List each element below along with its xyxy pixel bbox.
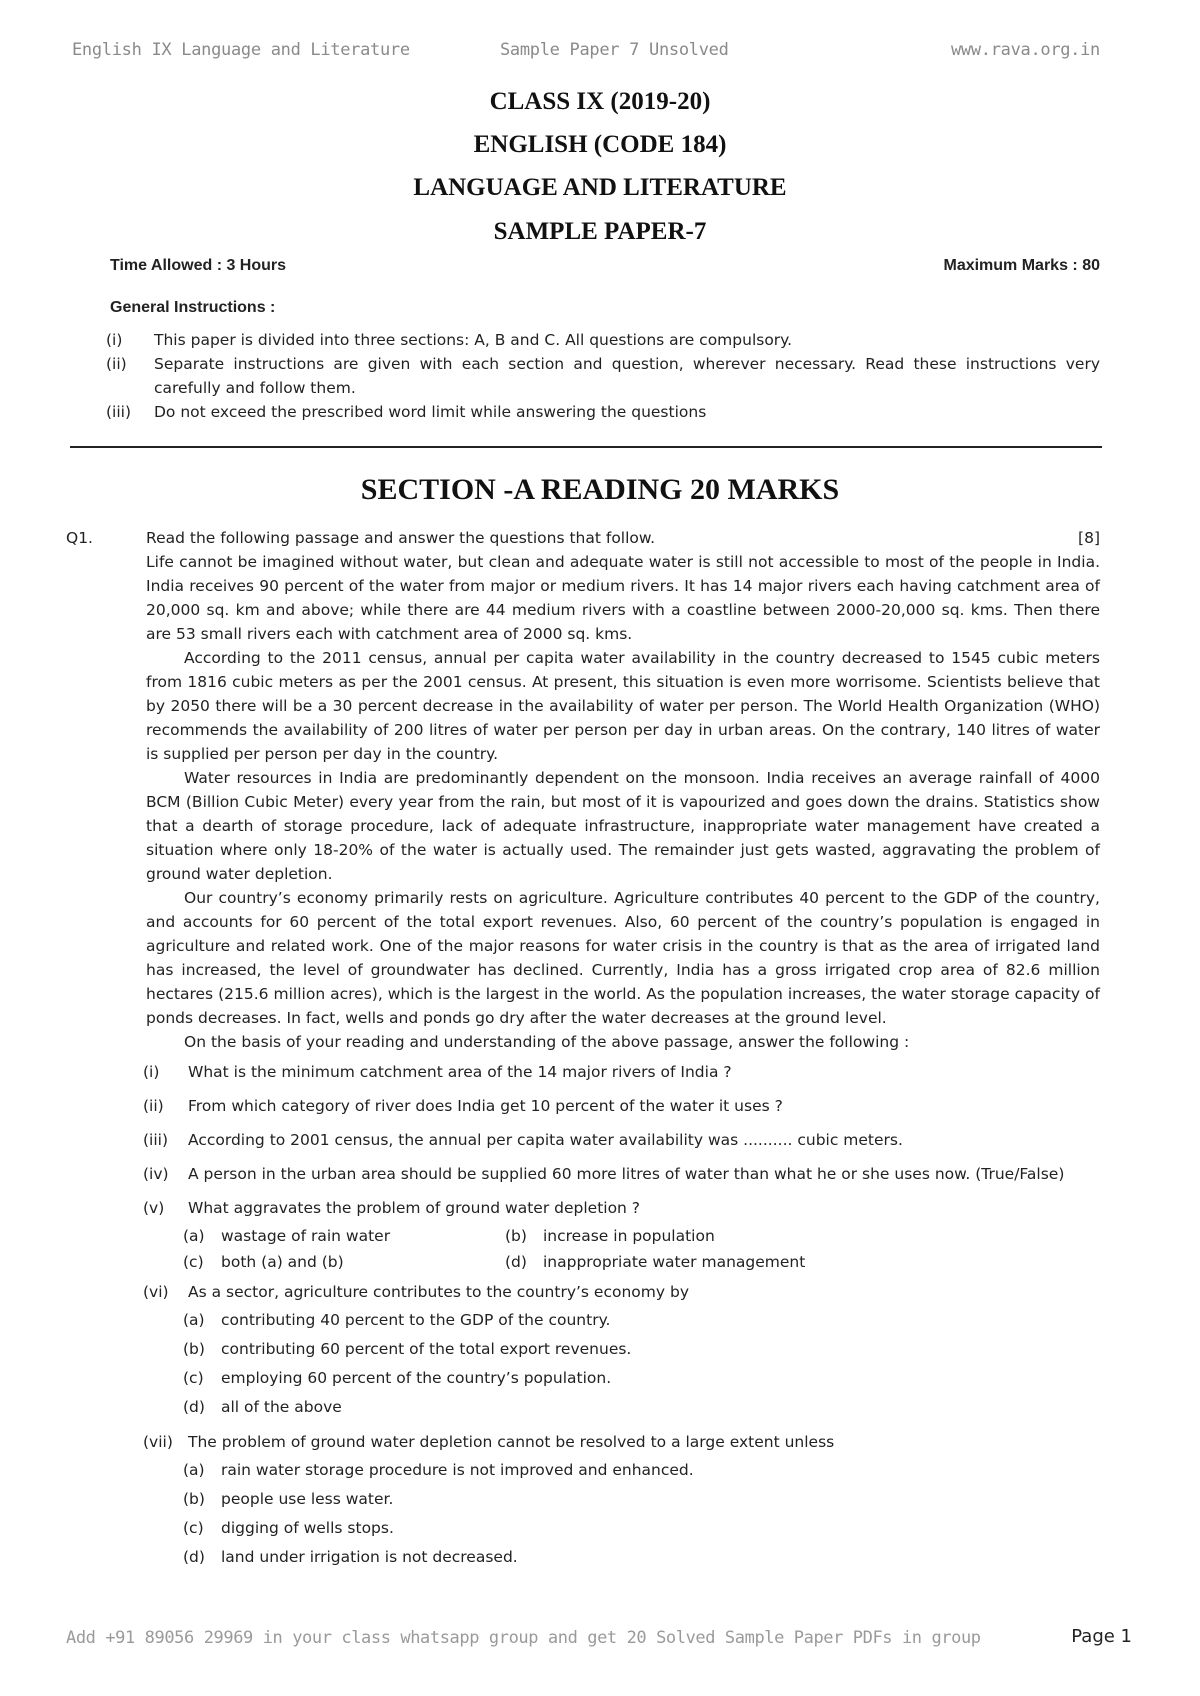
maximum-marks: Maximum Marks : 80 [943, 257, 1100, 274]
instruction-item [106, 328, 1100, 352]
passage-paragraph: Our country’s economy primarily rests on agriculture. Agriculture contributes 40 percent to the GDP of the country, and accounts for 60 percent of the total export revenues. Also, 60 percent of the country’s population is engaged in agriculture and related work. One of the major reasons for water crisis in the country is that as the area of irrigated land has increased, the level of groundwater has declined. Currently, India has a gross irrigated crop area of 82.6 million hectares (215.6 million acres), which is the largest in the world. As the population increases, the water storage capacity of ponds decreases. In fact, wells and ponds go dry after the water decreases at the ground level. [146, 889, 1100, 1027]
question-label: Q1. [66, 529, 93, 547]
sub-question-number: (i) [143, 1063, 160, 1081]
sub-question [143, 1094, 1103, 1118]
option-text: inappropriate water management [543, 1253, 806, 1271]
option [183, 1395, 1103, 1424]
instruction-text: Separate instructions are given with each section and question, wherever necessary. Read these instructions very carefully and follow them. [154, 355, 1100, 397]
section-divider [70, 446, 1102, 448]
sub-question-text: As a sector, agriculture contributes to the country’s economy by [188, 1283, 689, 1301]
sub-question [143, 1060, 1103, 1084]
sub-question-number: (vii) [143, 1433, 173, 1451]
option-text: increase in population [543, 1227, 715, 1245]
instruction-item [106, 400, 1100, 424]
sub-question-number: (v) [143, 1199, 165, 1217]
option-label: (b) [183, 1340, 205, 1358]
sub-question-text: The problem of ground water depletion cannot be resolved to a large extent unless [188, 1433, 835, 1451]
sub-question [143, 1280, 1103, 1304]
option-list [183, 1308, 1103, 1424]
option [183, 1366, 1103, 1395]
sub-question [143, 1128, 1103, 1152]
sub-question [143, 1196, 1103, 1220]
option-label: (c) [183, 1369, 204, 1387]
time-allowed: Time Allowed : 3 Hours [110, 257, 287, 274]
class-title: CLASS IX (2019-20) [489, 88, 711, 115]
subject-title: ENGLISH (CODE 184) [473, 131, 727, 158]
question-marks: [8] [1078, 529, 1100, 547]
option [183, 1487, 1103, 1516]
option [183, 1545, 1103, 1574]
passage-paragraph: Life cannot be imagined without water, but clean and adequate water is still not accessible to most of the people in India. India receives 90 percent of the water from major or medium rivers. It has 14 major rivers each having catchment area of 20,000 sq. km and above; while there are 44 medium rivers with a coastline between 2000-20,000 sq. kms. Then there are 53 small rivers each with catchment area of 2000 sq. kms. [146, 553, 1100, 643]
instruction-text: This paper is divided into three sections: A, B and C. All questions are compulsory. [154, 331, 793, 349]
option-text: all of the above [221, 1398, 342, 1416]
instruction-number: (ii) [106, 355, 127, 373]
section-heading: SECTION -A READING 20 MARKS [360, 473, 840, 506]
sub-question [143, 1162, 1103, 1186]
option [505, 1250, 827, 1276]
sub-question-number: (iv) [143, 1165, 169, 1183]
passage [146, 526, 1100, 1054]
sub-question-text: What is the minimum catchment area of the 14 major rivers of India ? [188, 1063, 732, 1081]
paper-subtitle: LANGUAGE AND LITERATURE [413, 174, 787, 201]
option-text: digging of wells stops. [221, 1519, 394, 1537]
instruction-number: (iii) [106, 403, 132, 421]
option-label: (d) [183, 1548, 205, 1566]
option [183, 1308, 1103, 1337]
answer-instruction: On the basis of your reading and understanding of the above passage, answer the following : [184, 1033, 910, 1051]
sub-question-text: According to 2001 census, the annual per capita water availability was .......... cubic meters. [188, 1131, 903, 1149]
option [183, 1337, 1103, 1366]
passage-paragraph: Water resources in India are predominantly dependent on the monsoon. India receives an average rainfall of 4000 BCM (Billion Cubic Meter) every year from the rain, but most of it is vapourized and goes down the drains. Statistics show that a dearth of storage procedure, lack of adequate infrastructure, inappropriate water management have created a situation where only 18-20% of the water is actually used. The remainder just gets wasted, aggravating the problem of ground water depletion. [146, 769, 1100, 883]
option-label: (c) [183, 1253, 204, 1271]
sub-question-text: From which category of river does India get 10 percent of the water it uses ? [188, 1097, 783, 1115]
sub-question-number: (ii) [143, 1097, 164, 1115]
running-header-website: www.rava.org.in [950, 40, 1100, 60]
option-text: both (a) and (b) [221, 1253, 344, 1271]
option-text: land under irrigation is not decreased. [221, 1548, 518, 1566]
sub-question-number: (iii) [143, 1131, 169, 1149]
option-text: rain water storage procedure is not improved and enhanced. [221, 1461, 694, 1479]
option [183, 1224, 505, 1250]
page-number: Page 1 [1071, 1626, 1132, 1647]
option-text: contributing 60 percent of the total export revenues. [221, 1340, 632, 1358]
option-grid [183, 1224, 1103, 1276]
footer-promo-text: Add +91 89056 29969 in your class whatsapp group and get 20 Solved Sample Paper PDFs in group [66, 1628, 981, 1648]
option [183, 1516, 1103, 1545]
sample-paper-title: SAMPLE PAPER-7 [493, 218, 707, 245]
option-label: (a) [183, 1461, 205, 1479]
question-prompt: Read the following passage and answer the questions that follow. [146, 529, 656, 547]
running-header-center: Sample Paper 7 Unsolved [500, 40, 729, 60]
option [183, 1458, 1103, 1487]
general-instructions-heading: General Instructions : [110, 299, 276, 316]
instructions-list [106, 328, 1100, 424]
option-label: (b) [505, 1227, 527, 1245]
passage-paragraph: According to the 2011 census, annual per capita water availability in the country decreased to 1545 cubic meters from 1816 cubic meters as per the 2001 census. At present, this situation is even more worrisome. Scientists believe that by 2050 there will be a 30 percent decrease in the availability of water per person. The World Health Organization (WHO) recommends the availability of 200 litres of water per person per day in urban areas. On the contrary, 140 litres of water is supplied per person per day in the country. [146, 649, 1100, 763]
sub-questions [143, 1060, 1103, 1580]
option-text: wastage of rain water [221, 1227, 391, 1245]
instruction-number: (i) [106, 331, 123, 349]
option [505, 1224, 827, 1250]
option-text: contributing 40 percent to the GDP of the country. [221, 1311, 611, 1329]
option-label: (d) [505, 1253, 527, 1271]
option [183, 1250, 505, 1276]
option-text: employing 60 percent of the country’s population. [221, 1369, 612, 1387]
option-text: people use less water. [221, 1490, 394, 1508]
sub-question [143, 1430, 1103, 1454]
option-label: (a) [183, 1227, 205, 1245]
sub-question-text: What aggravates the problem of ground water depletion ? [188, 1199, 641, 1217]
instruction-text: Do not exceed the prescribed word limit while answering the questions [154, 403, 707, 421]
option-label: (b) [183, 1490, 205, 1508]
sub-question-number: (vi) [143, 1283, 169, 1301]
option-label: (c) [183, 1519, 204, 1537]
option-label: (a) [183, 1311, 205, 1329]
instruction-item [106, 352, 1100, 400]
option-label: (d) [183, 1398, 205, 1416]
running-header-left: English IX Language and Literature [72, 40, 410, 60]
sub-question-text: A person in the urban area should be supplied 60 more litres of water than what he or she uses now. (True/False) [188, 1165, 1065, 1183]
option-list [183, 1458, 1103, 1574]
